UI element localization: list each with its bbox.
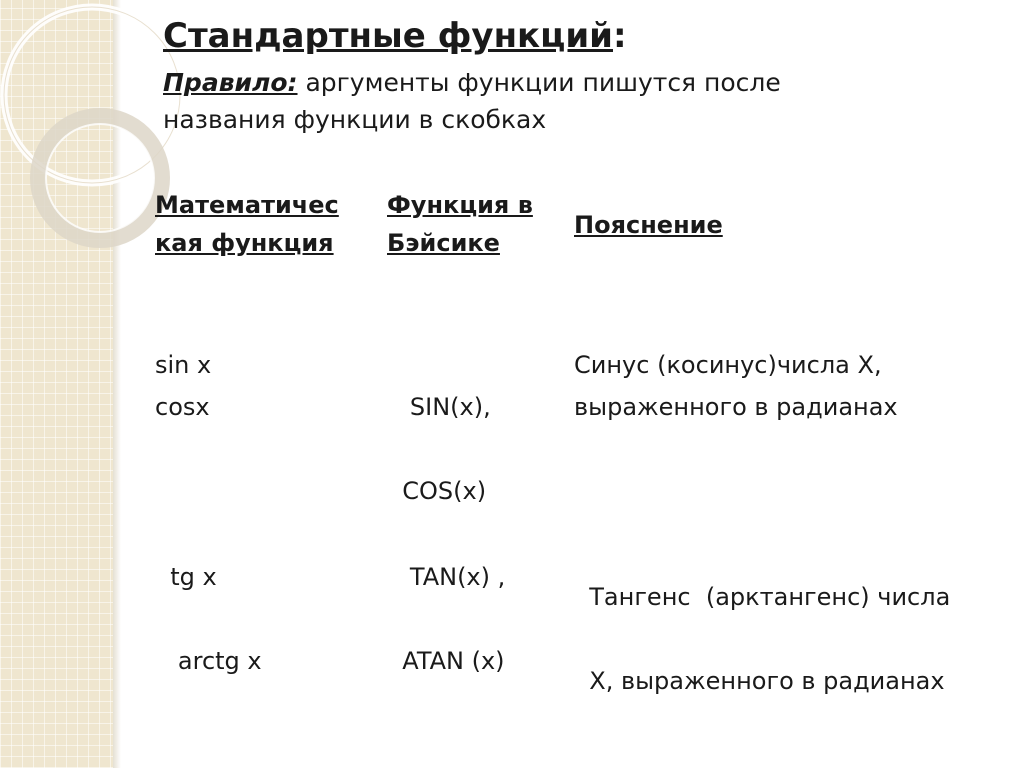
row-1-basic [387, 344, 491, 512]
rule-label: Правило: [163, 68, 298, 97]
header-basic-function [387, 186, 533, 262]
rule-line-2: названия функции в скобках [163, 105, 547, 134]
header-math-function [155, 186, 339, 262]
slide-title-colon: : [613, 16, 627, 56]
row-2-basic [387, 514, 505, 682]
row-1-basic-line-2: COS(x) [402, 477, 487, 505]
header-basic-line-2: Бэйсике [387, 229, 500, 257]
row-2-basic-line-1: TAN(x) , [402, 563, 506, 591]
slide-title [163, 14, 627, 58]
row-1-math-line-1: sin x [155, 351, 212, 379]
row-1-explanation-line-1: Синус (косинус)числа X, [574, 351, 882, 379]
row-2-math-line-1: tg x [170, 563, 217, 591]
row-1-math [155, 344, 211, 428]
row-2-basic-line-2: ATAN (x) [402, 647, 505, 675]
header-math-line-1: Математичес [155, 191, 339, 219]
row-1-explanation [574, 344, 898, 428]
slide-title-text: Стандартные функций [163, 16, 613, 56]
header-explanation: Пояснение [574, 211, 723, 239]
row-2-math [155, 514, 262, 682]
row-2-explanation-line-1: Тангенс (арктангенс) числа [589, 583, 951, 611]
row-1-math-line-2: cosx [155, 393, 210, 421]
header-math-line-2: кая функция [155, 229, 334, 257]
rule-text [163, 64, 863, 138]
row-1-explanation-line-2: выраженного в радианах [574, 393, 898, 421]
row-2-explanation [574, 534, 950, 702]
row-2-explanation-line-2: X, выраженного в радианах [589, 667, 945, 695]
rule-line-1: аргументы функции пишутся после [297, 68, 781, 97]
row-1-basic-line-1: SIN(x), [402, 393, 491, 421]
header-basic-line-1: Функция в [387, 191, 533, 219]
row-2-math-line-2: arctg x [170, 647, 262, 675]
